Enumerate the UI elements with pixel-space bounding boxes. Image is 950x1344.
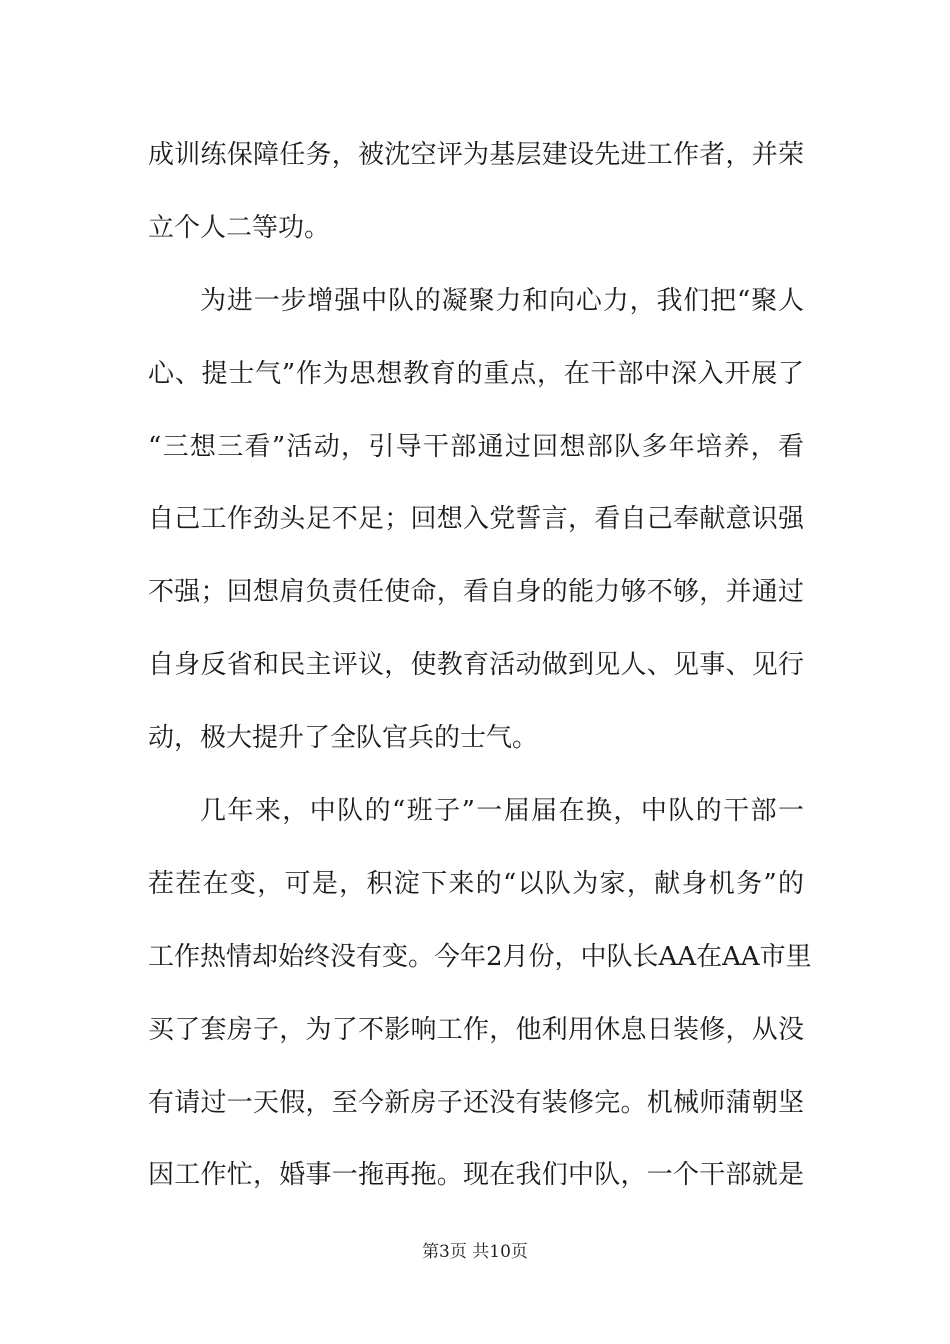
body-line: 工作热情却始终没有变。今年2月份，中队长AA在AA市里 bbox=[148, 941, 812, 972]
body-line: 动，极大提升了全队官兵的士气。 bbox=[148, 723, 539, 754]
body-line: 不强；回想肩负责任使命，看自身的能力够不够，并通过 bbox=[148, 577, 804, 608]
page-footer bbox=[0, 1240, 950, 1264]
body-line: 自己工作劲头足不足；回想入党誓言，看自己奉献意识强 bbox=[148, 504, 804, 535]
body-line: 成训练保障任务，被沈空评为基层建设先进工作者，并荣 bbox=[148, 140, 804, 170]
body-line: 有请过一天假，至今新房子还没有装修完。机械师蒲朝坚 bbox=[148, 1087, 804, 1118]
body-line: “三想三看”活动，引导干部通过回想部队多年培养，看 bbox=[148, 431, 804, 462]
body-line: 买了套房子，为了不影响工作，他利用休息日装修，从没 bbox=[148, 1014, 804, 1045]
body-line: 茬茬在变，可是，积淀下来的“以队为家，献身机务”的 bbox=[148, 868, 804, 899]
paragraph-start-line: 为进一步增强中队的凝聚力和向心力，我们把“聚人 bbox=[200, 285, 804, 316]
paragraph-start-line: 几年来，中队的“班子”一届届在换，中队的干部一 bbox=[200, 796, 804, 827]
body-line: 心、提士气”作为思想教育的重点，在干部中深入开展了 bbox=[148, 358, 804, 389]
body-line: 自身反省和民主评议，使教育活动做到见人、见事、见行 bbox=[148, 650, 804, 681]
body-line: 立个人二等功。 bbox=[148, 212, 331, 243]
body-line: 因工作忙，婚事一拖再拖。现在我们中队，一个干部就是 bbox=[148, 1160, 804, 1191]
document-body bbox=[148, 133, 812, 1226]
page-number-label: 第3页 共10页 bbox=[422, 1242, 528, 1262]
